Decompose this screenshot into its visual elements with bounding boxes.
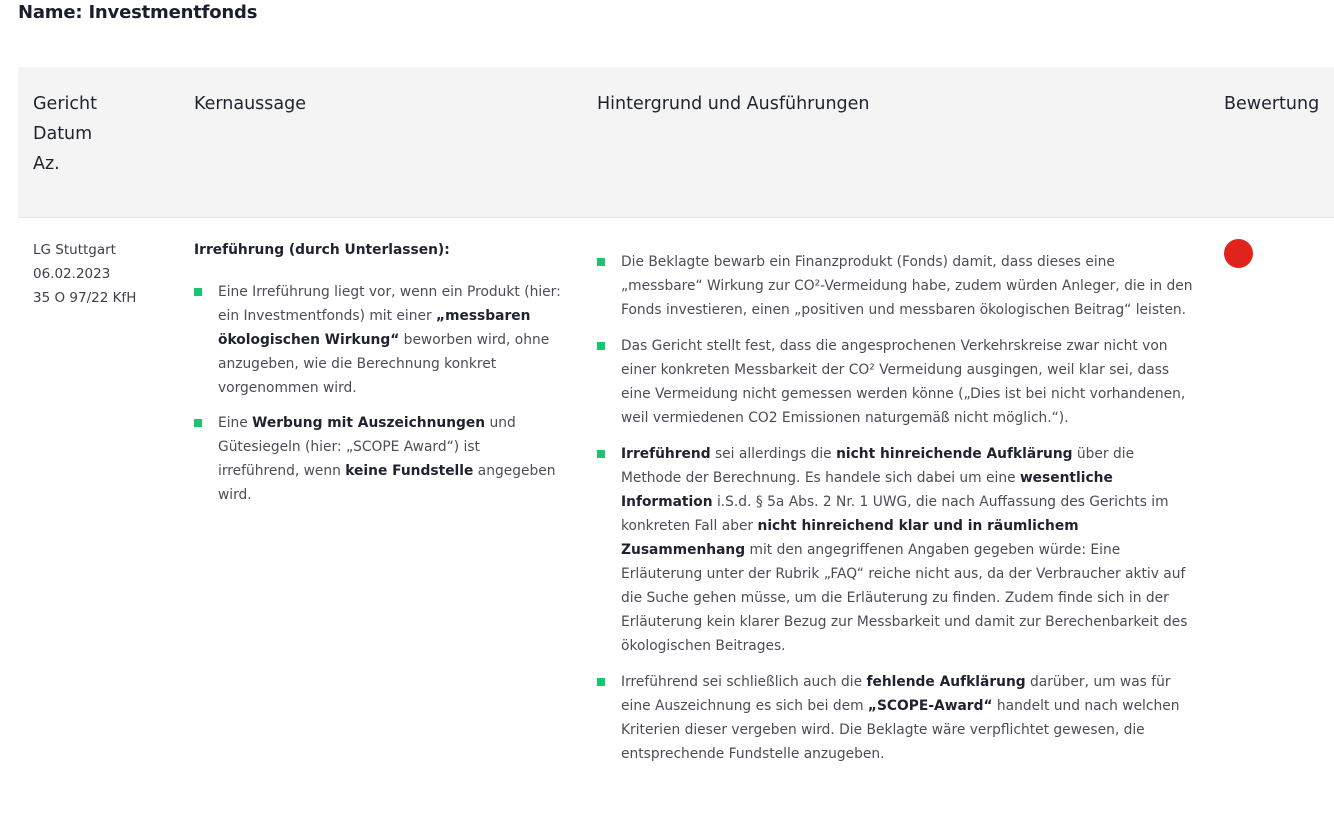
table-header: [18, 67, 1334, 218]
judgment-table: [18, 67, 1334, 820]
text-segment: beworben wird, ohne anzugeben, wie die Berechnung konkret vorgenommen wird.: [218, 332, 550, 396]
list-item-text: [621, 674, 1179, 762]
text-segment: und Gütesiegeln (hier: „SCOPE Award“) ist irreführend, wenn: [218, 415, 516, 479]
bullet-square-icon: [597, 258, 605, 266]
hintergrund-list: [597, 250, 1197, 766]
table-row: [18, 218, 1334, 820]
list-item-text: [218, 415, 555, 503]
emphasis-text: „SCOPE-Award“: [867, 698, 993, 714]
emphasis-text: nicht hinreichende Aufklärung: [836, 446, 1073, 462]
rating-red-dot-icon: [1224, 239, 1253, 268]
text-segment: über die Methode der Berechnung. Es handele sich dabei um eine: [621, 446, 1135, 486]
emphasis-text: keine Fundstelle: [345, 463, 474, 479]
list-item: [597, 670, 1197, 766]
header-hintergrund: Hintergrund und Ausführungen: [597, 94, 870, 114]
page-title: Name: Investmentfonds: [18, 2, 258, 23]
list-item-text: [218, 284, 561, 396]
text-segment: angegeben wird.: [218, 463, 556, 503]
text-segment: Die Beklagte bewarb ein Finanzprodukt (Fonds) damit, dass dieses eine „messbare“ Wirkung zur CO²-Vermeidung habe, zudem würden Anleger, die in den Fonds investieren, einen „positiven und messbaren ökologischen Beitrag“ leisten.: [621, 254, 1193, 318]
list-item-text: [621, 254, 1193, 318]
bullet-square-icon: [194, 288, 202, 296]
emphasis-text: „messbaren ökologischen Wirkung“: [218, 308, 531, 348]
emphasis-text: nicht hinreichend klar und in räumlichem Zusammenhang: [621, 518, 1079, 558]
kernaussage-list: [194, 280, 564, 507]
court-name: LG Stuttgart: [33, 242, 116, 258]
hintergrund-cell: [597, 250, 1197, 778]
header-court-date-az: [33, 89, 97, 179]
list-item: [597, 250, 1197, 322]
emphasis-text: Werbung mit Auszeichnungen: [252, 415, 486, 431]
list-item: [194, 411, 564, 507]
list-item: [597, 442, 1197, 658]
kernaussage-heading: Irreführung (durch Unterlassen):: [194, 242, 450, 258]
bullet-square-icon: [597, 342, 605, 350]
text-segment: Das Gericht stellt fest, dass die angesprochenen Verkehrskreise zwar nicht von einer konkreten Messbarkeit der CO² Vermeidung ausgingen, weil klar sei, dass eine Vermeidung nicht gemessen werden könne („Dies ist bei nicht vorhandenen, weil vermiedenen CO2 Emissionen naturgemäß nicht möglich.“).: [621, 338, 1186, 426]
list-item: [194, 280, 564, 400]
decision-date: 06.02.2023: [33, 266, 111, 282]
list-item-text: [621, 338, 1185, 426]
text-segment: i.S.d. § 5a Abs. 2 Nr. 1 UWG, die nach Auffassung des Gerichts im konkreten Fall aber: [621, 494, 1169, 534]
text-segment: Eine Irreführung liegt vor, wenn ein Produkt (hier: ein Investmentfonds) mit einer: [218, 284, 561, 324]
case-number: 35 O 97/22 KfH: [33, 290, 137, 306]
text-segment: sei allerdings die: [710, 446, 837, 462]
emphasis-text: fehlende Aufklärung: [866, 674, 1026, 690]
header-date-label: Datum: [33, 124, 93, 144]
text-segment: Eine: [218, 415, 253, 431]
header-bewertung: Bewertung: [1224, 94, 1320, 114]
kernaussage-cell: [194, 238, 564, 518]
bullet-square-icon: [597, 450, 605, 458]
case-meta: [33, 238, 136, 310]
emphasis-text: wesentliche Information: [621, 470, 1113, 510]
emphasis-text: Irreführend: [621, 446, 711, 462]
list-item-text: [621, 446, 1187, 654]
bullet-square-icon: [194, 419, 202, 427]
header-kernaussage: Kernaussage: [194, 94, 306, 114]
bullet-square-icon: [597, 678, 605, 686]
text-segment: Irreführend sei schließlich auch die: [621, 674, 867, 690]
list-item: [597, 334, 1197, 430]
text-segment: darüber, um was für eine Auszeichnung es sich bei dem: [621, 674, 1171, 714]
text-segment: handelt und nach welchen Kriterien dieser vergeben wird. Die Beklagte wäre verpflichtet gewesen, die entsprechende Fundstelle anzugeben.: [621, 698, 1180, 762]
text-segment: mit den angegriffenen Angaben gegeben würde: Eine Erläuterung unter der Rubrik „FAQ“ reiche nicht aus, da der Verbraucher aktiv auf die Suche gehen müsse, um die Erläuterung zu finden. Zudem finde sich in der Erläuterung kein klarer Bezug zur Messbarkeit und damit zur Berechenbarkeit des ökologischen Beitrages.: [621, 542, 1188, 654]
header-az-label: Az.: [33, 154, 60, 174]
header-court-label: Gericht: [33, 94, 97, 114]
